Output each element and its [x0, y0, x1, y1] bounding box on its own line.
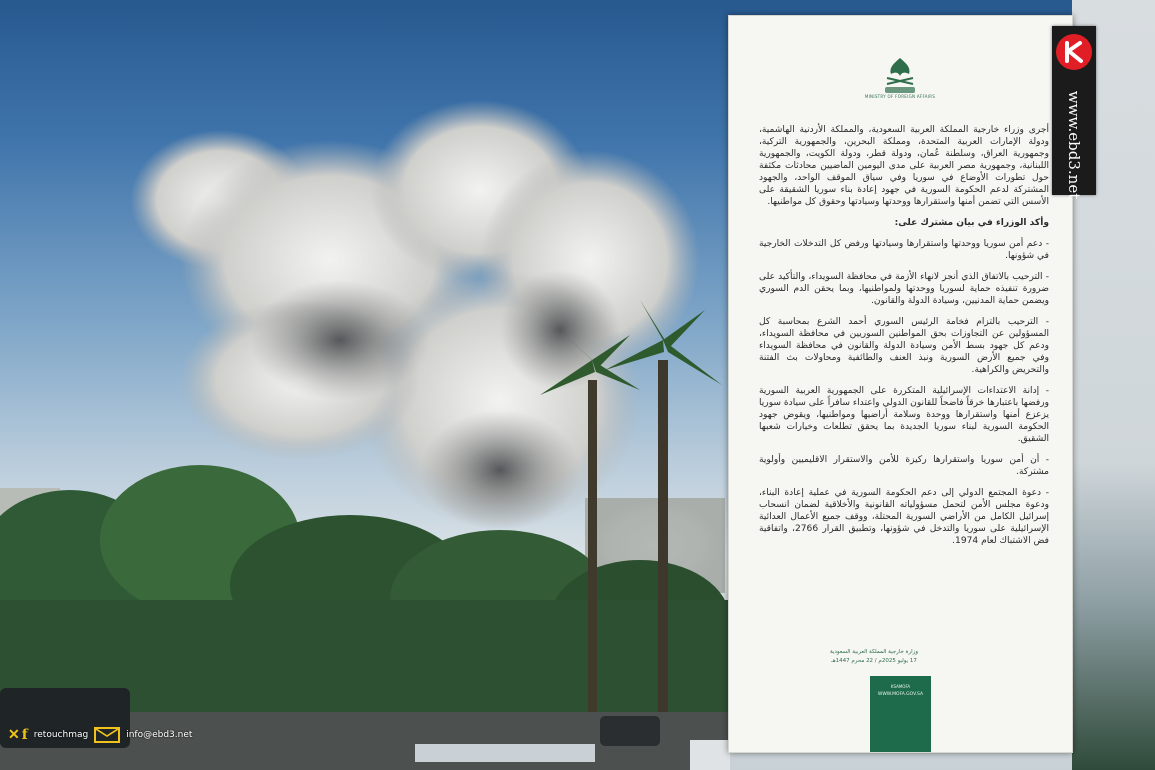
- statement-point: - إدانة الاعتداءات الإسرائيلية المتكررة على الجمهورية العربية السورية ورفضها باعتبارها خرقاً فاضحاً للقانون الدولي واعتداء سافراً على سيادة سوريا يزعزع أمنها واستقرارها ووحدة وسلامة أراضيها ومواطنيها، ويقوض جهود الحكومة السورية لبناء سوريا الجديدة بما يحقق تطلعات وخيارات شعبها الشقيق.: [759, 386, 1049, 444]
- signature-date: 17 يوليو 2025م / 22 محرم 1447هـ: [831, 658, 917, 664]
- signature-org: وزارة خارجية المملكة العربية السعودية: [829, 649, 919, 655]
- social-handle[interactable]: retouchmag: [33, 730, 89, 740]
- statement-heading: وأكد الوزراء في بيان مشترك على:: [894, 218, 1049, 228]
- statement-point: - الترحيب بالتزام فخامة الرئيس السوري أحمد الشرع بمحاسبة كل المسؤولين عن التجاوزات بحق المواطنين السوريين في محافظة السويداء، ودعم كل جهود بسط الأمن وسيادة الدولة والقانون في محافظة السويداء وفي جميع الأرض السورية ونبذ العنف والطائفية ومحاولات بث الفتنة والتحريض والكراهية.: [759, 317, 1049, 375]
- mail-icon: [94, 727, 120, 743]
- statement-point: - دعوة المجتمع الدولي إلى دعم الحكومة السورية في عملية إعادة البناء، ودعوة مجلس الأمن لتحمل مسؤولياته القانونية والأخلاقية لضمان انسحاب إسرائيل الكامل من الأراضي السورية المحتلة، ووقف جميع الأعمال العدائية الإسرائيلية على سوريا والتدخل في شؤونها، وتطبيق القرار 2766، واتفاقية فض الاشتباك لعام 1974.: [759, 488, 1050, 546]
- contact-box: [870, 676, 931, 752]
- ministry-caption: MINISTRY OF FOREIGN AFFAIRS: [864, 94, 936, 99]
- x-icon[interactable]: ✕: [8, 727, 20, 743]
- social-tag: KSAMOFA: [890, 684, 911, 689]
- smoke-cloud: [130, 100, 700, 530]
- intro-paragraph: أجرى وزراء خارجية المملكة العربية السعودية، والمملكة الأردنية الهاشمية، ودولة الإمارات العربية المتحدة، ومملكة البحرين، والجمهورية التركية، وجمهورية العراق، وسلطنة عُمان، ودولة قطر، ودولة الكويت، والجمهورية اللبنانية، وجمهورية مصر العربية على مدى اليومين الماضيين محادثات مكثفة حول تطورات الأوضاع في سوريا وفي سياق الموقف الواحد، والجهود المشتركة لدعم الحكومة السورية في جهود إعادة بناء سوريا الشقيقة على الأسس التي تضمن أمنها واستقرارها ووحدتها وسيادتها وحقوق كل مواطنيها.: [759, 125, 1049, 207]
- statement-body: [759, 124, 1049, 556]
- footer-credits: [0, 722, 192, 748]
- social-icons: [8, 727, 28, 743]
- statement-point: - الترحيب بالاتفاق الذي أنجز لانهاء الأزمة في محافظة السويداء، والتأكيد على ضرورة تنفيذه حماية لسوريا ووحدتها ولمواطنيها، وبما يحقن الدم السوري ويضمن حماية المدنيين، وسيادة الدولة والقانون.: [759, 272, 1049, 306]
- ebd3-logo-icon: [1056, 34, 1092, 70]
- ministry-website[interactable]: WWW.MOFA.GOV.SA: [877, 692, 924, 697]
- statement-point: - أن أمن سوريا واستقرارها ركيزة للأمن والاستقرار الاقليميين وأولوية مشتركة.: [759, 455, 1049, 477]
- signature-block: [759, 648, 989, 666]
- contact-email[interactable]: info@ebd3.net: [126, 730, 193, 740]
- brand-badge: [1052, 26, 1096, 200]
- facebook-icon[interactable]: f: [21, 727, 28, 743]
- ministry-emblem-icon: [879, 54, 921, 98]
- site-name[interactable]: www.ebd3.net: [1065, 90, 1083, 200]
- statement-document: [728, 15, 1073, 753]
- statement-point: - دعم أمن سوريا ووحدتها واستقرارها وسيادتها ورفض كل التدخلات الخارجية في شؤونها.: [759, 239, 1049, 261]
